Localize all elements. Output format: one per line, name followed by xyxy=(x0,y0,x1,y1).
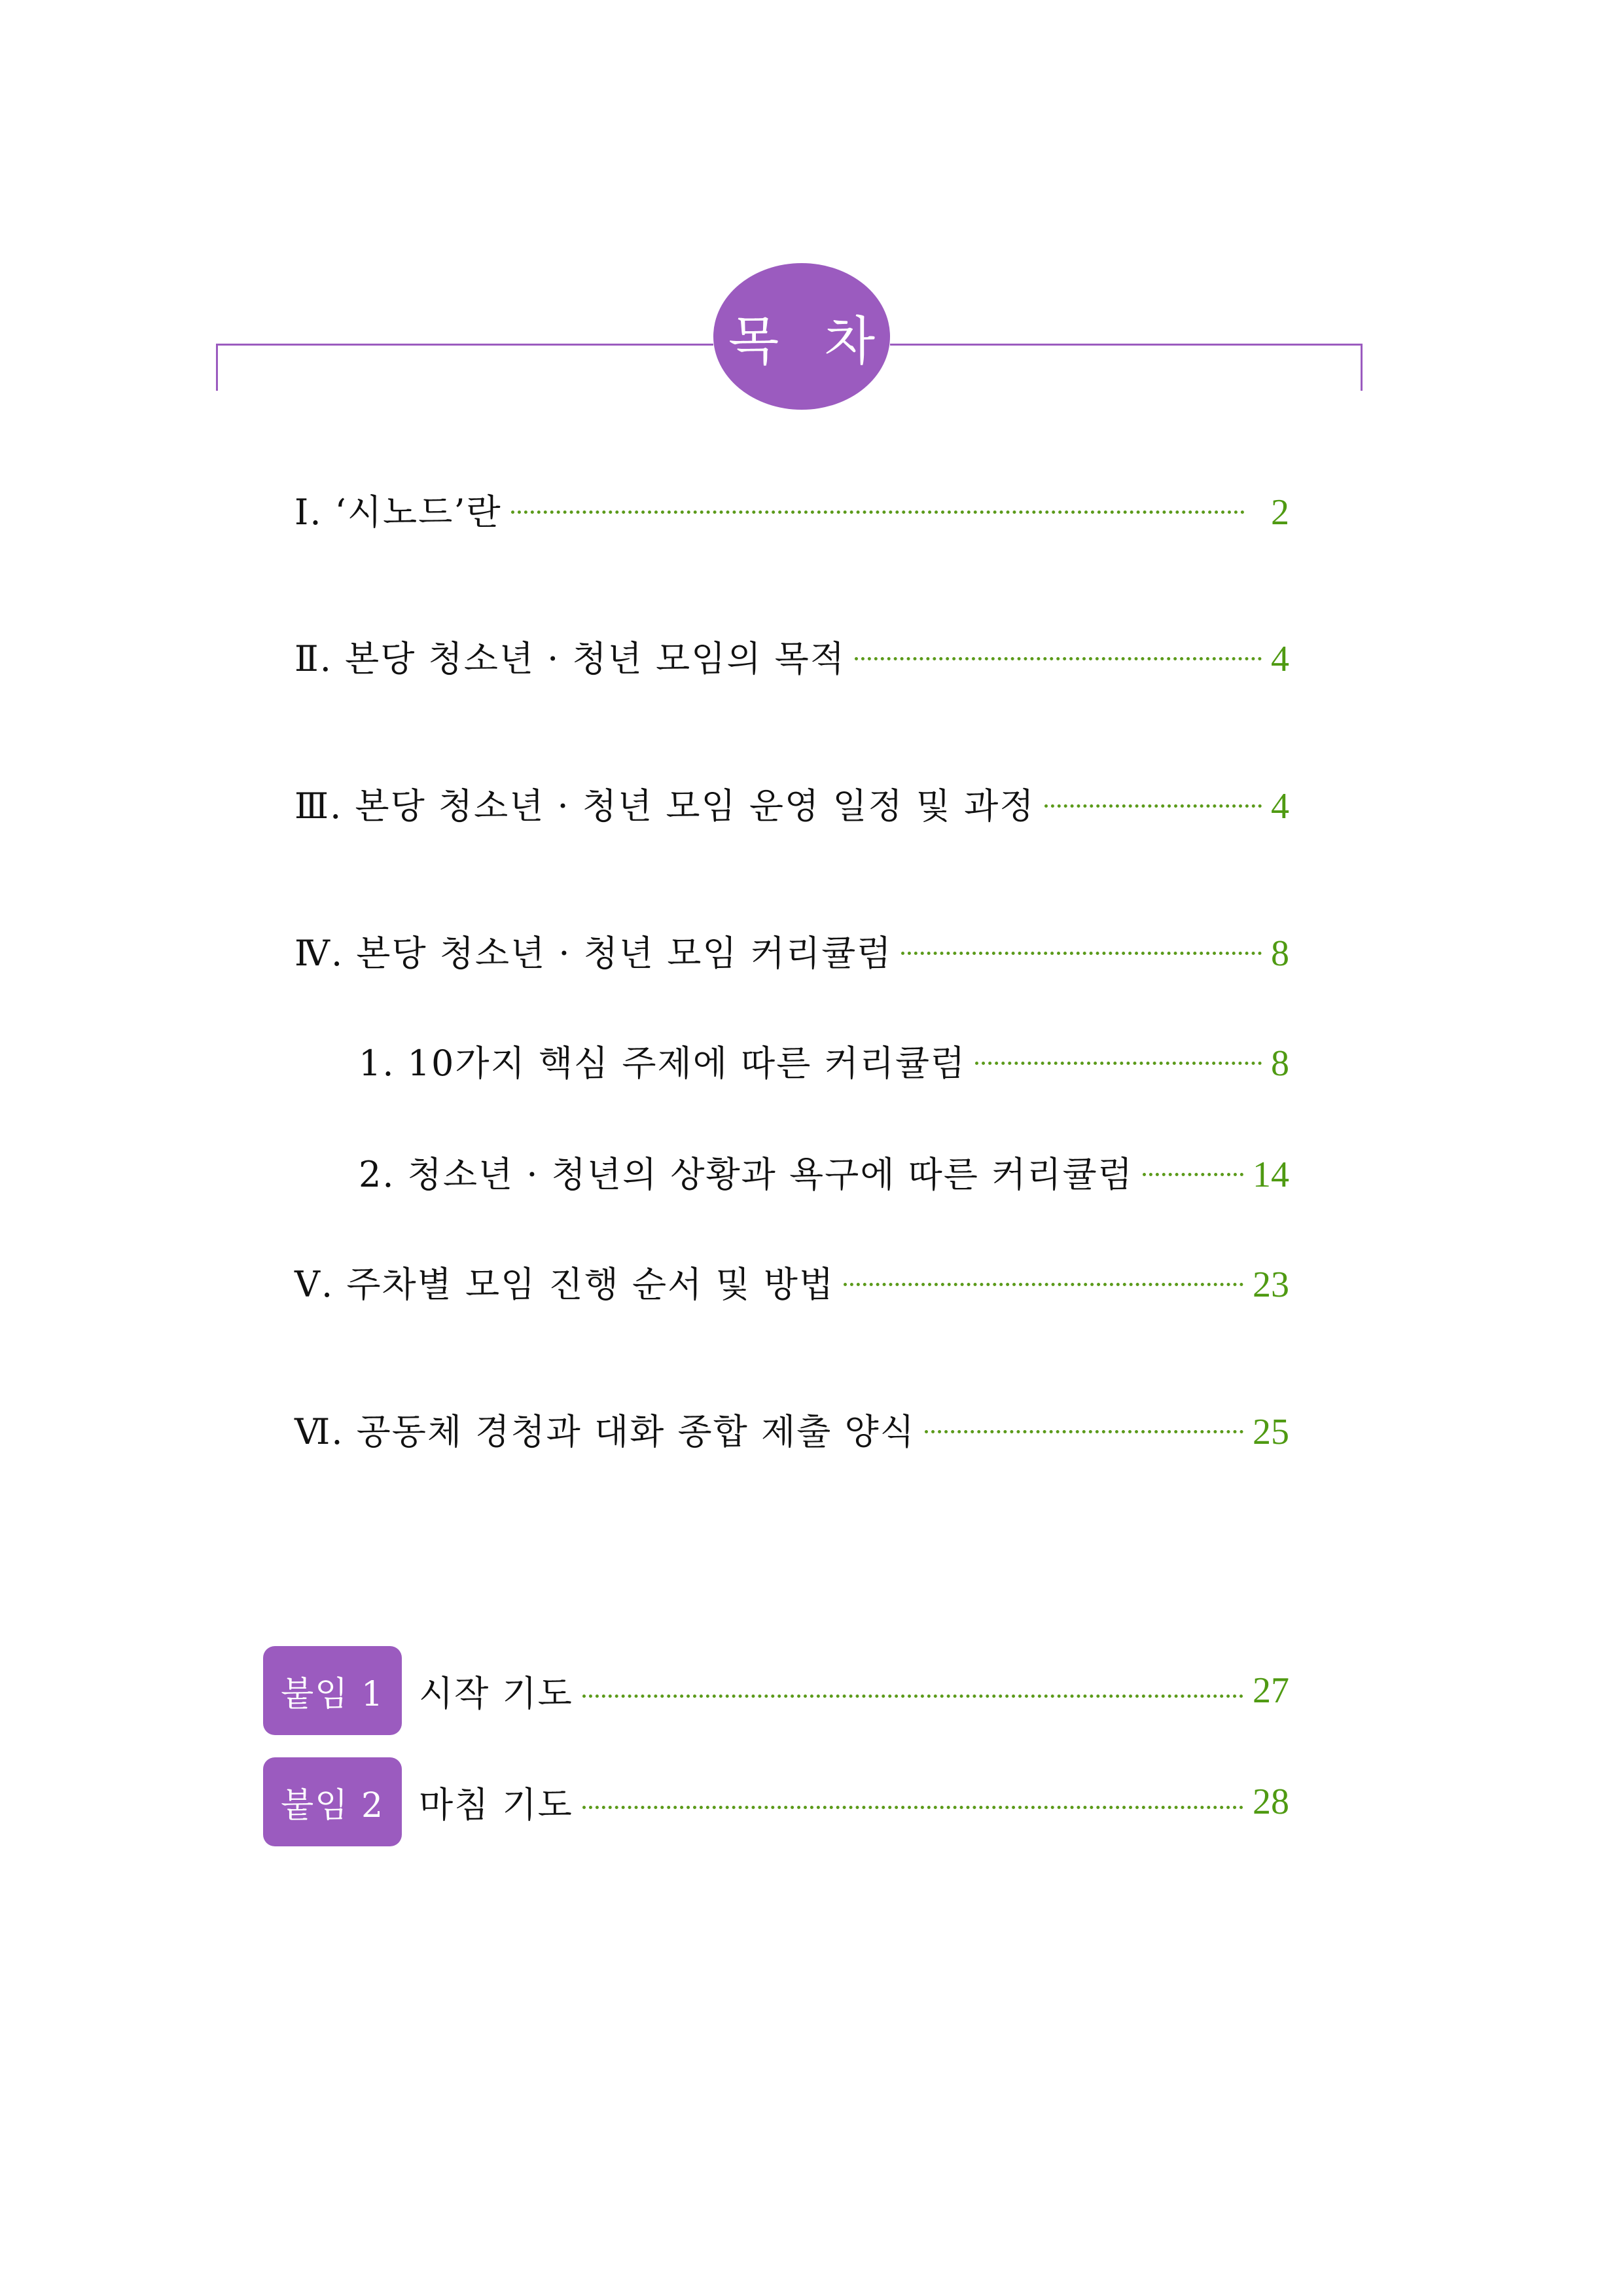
toc-entry[interactable] xyxy=(294,1255,1289,1314)
appendix-entry-page: 28 xyxy=(1253,1782,1289,1822)
toc-entry-page: 25 xyxy=(1253,1412,1289,1452)
header-tick-left xyxy=(216,344,218,391)
toc-dot-leader xyxy=(511,511,1245,514)
header-tick-right xyxy=(1361,344,1363,391)
toc-entry-label: Ⅱ. 본당 청소년 · 청년 모임의 목적 xyxy=(294,638,846,679)
toc-entry-label: 2. 청소년 · 청년의 상황과 욕구에 따른 커리큘럼 xyxy=(359,1154,1133,1195)
appendix-entry[interactable] xyxy=(263,1757,1289,1846)
toc-entry-label: Ⅵ. 공동체 경청과 대화 종합 제출 양식 xyxy=(294,1411,916,1452)
header-rule-left xyxy=(216,344,713,346)
toc-entry-page: 2 xyxy=(1271,492,1289,533)
appendix-entry-label: 시작 기도 xyxy=(419,1672,573,1714)
toc-entry-page: 14 xyxy=(1253,1155,1289,1195)
toc-entry-page: 4 xyxy=(1271,786,1289,827)
toc-entry-label: Ⅰ. ‘시노드’란 xyxy=(294,492,502,533)
appendix-badge: 붙임 2 xyxy=(263,1757,402,1846)
toc-entry[interactable] xyxy=(294,924,1289,983)
toc-entry-page: 8 xyxy=(1271,933,1289,974)
toc-entry-label: Ⅲ. 본당 청소년 · 청년 모임 운영 일정 및 과정 xyxy=(294,785,1035,827)
toc-entry-page: 23 xyxy=(1253,1265,1289,1305)
toc-dot-leader xyxy=(844,1283,1243,1286)
title-badge xyxy=(713,263,890,410)
toc-subentry[interactable] xyxy=(359,1034,1289,1093)
toc-entry[interactable] xyxy=(294,777,1289,836)
appendix-entry[interactable] xyxy=(263,1646,1289,1735)
toc-dot-leader xyxy=(901,952,1262,955)
toc-dot-leader xyxy=(925,1430,1243,1433)
toc-dot-leader xyxy=(975,1062,1262,1065)
toc-entry-page: 8 xyxy=(1271,1043,1289,1084)
appendix-entry-label: 마침 기도 xyxy=(419,1784,573,1825)
toc-dot-leader xyxy=(582,1695,1243,1698)
toc-entry[interactable] xyxy=(294,1403,1289,1462)
toc-subentry[interactable] xyxy=(359,1145,1289,1204)
toc-dot-leader xyxy=(855,657,1262,660)
header-rule-right xyxy=(890,344,1363,346)
toc-dot-leader xyxy=(582,1806,1243,1809)
appendix-badge: 붙임 1 xyxy=(263,1646,402,1735)
toc-entry-label: 1. 10가지 핵심 주제에 따른 커리큘럼 xyxy=(359,1043,967,1084)
page-title: 목 차 xyxy=(728,310,889,372)
appendix-entry-page: 27 xyxy=(1253,1670,1289,1711)
toc-entry-label: Ⅴ. 주차별 모임 진행 순서 및 방법 xyxy=(294,1264,835,1305)
toc-dot-leader xyxy=(1143,1173,1243,1176)
toc-dot-leader xyxy=(1044,804,1262,808)
toc-entry[interactable] xyxy=(294,630,1289,689)
toc-entry-page: 4 xyxy=(1271,639,1289,679)
toc-entry[interactable] xyxy=(294,483,1289,542)
toc-entry-label: Ⅳ. 본당 청소년 · 청년 모임 커리큘럼 xyxy=(294,933,893,974)
